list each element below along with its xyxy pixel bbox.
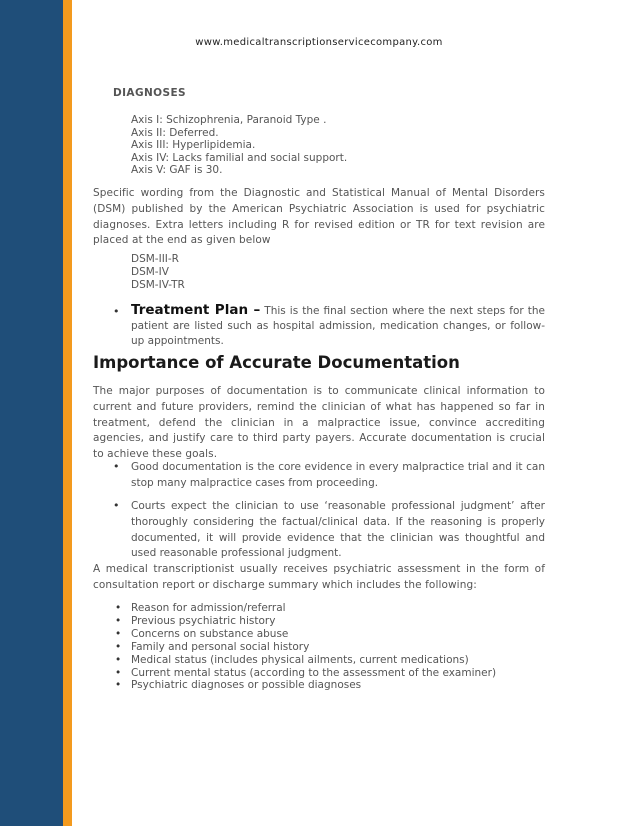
list-item-text: Psychiatric diagnoses or possible diagnoses [131,679,362,692]
header-url[interactable]: www.medicaltranscriptionservicecompany.com [195,37,443,48]
list-item [115,641,496,654]
axis-item: Axis I: Schizophrenia, Paranoid Type . [131,114,327,126]
bullet-icon: • [115,614,122,627]
treatment-plan-item [131,303,545,349]
bullet-icon: • [115,653,122,666]
axis-list [131,114,347,177]
list-item [115,679,496,692]
importance-heading: Importance of Accurate Documentation [93,353,460,372]
list-item-text: Concerns on substance abuse [131,627,289,640]
dsm-edition: DSM-IV [131,265,169,278]
assessment-item-list [115,602,496,692]
treatment-plan-label: Treatment Plan – [131,302,261,318]
left-orange-stripe [63,0,72,826]
dsm-edition-list [131,253,185,291]
axis-item: Axis II: Deferred. [131,126,219,139]
list-item [115,654,496,667]
bullet-icon: • [115,640,122,653]
list-item-text: Family and personal social history [131,640,310,653]
bullet-icon: • [113,305,120,318]
dsm-edition: DSM-IV-TR [131,278,185,291]
list-item [115,602,496,615]
axis-item: Axis V: GAF is 30. [131,164,223,177]
list-item-text: Current mental status (according to the assessment of the examiner) [131,666,497,679]
treatment-plan-text: This is the final section where the next steps for the patient are listed such as hospital admission, medication changes, or follow-up appointments. [131,305,545,347]
bullet-icon: • [115,679,122,692]
bullet-icon: • [115,602,122,614]
list-item [115,615,496,628]
bullet-icon: • [113,499,120,512]
list-item-text: Reason for admission/referral [131,602,286,614]
importance-bullet: Courts expect the clinician to use ‘reasonable professional judgment’ after thoroughly considering the factual/clinical data. If the reasoning is properly documented, it will provide evidence that the clinician was thoughtful and used reasonable professional judgment. [131,500,545,560]
list-item [115,667,496,680]
assessment-paragraph: A medical transcriptionist usually receives psychiatric assessment in the form of consultation report or discharge summary which includes the following: [93,563,545,591]
list-item [115,628,496,641]
importance-bullet: Good documentation is the core evidence in every malpractice trial and it can stop many malpractice cases from proceeding. [131,461,545,489]
bullet-icon: • [113,460,120,473]
importance-paragraph: The major purposes of documentation is to communicate clinical information to current and future providers, remind the clinician of what has happened so far in treatment, defend the clinician in a malpractice issue, convince accrediting agencies, and justify care to third party payers. Accurate documentation is crucial to achieve these goals. [93,385,545,461]
bullet-icon: • [115,627,122,640]
axis-item: Axis III: Hyperlipidemia. [131,139,256,152]
list-item-text: Previous psychiatric history [131,614,276,627]
diagnoses-heading: DIAGNOSES [113,87,186,99]
dsm-paragraph: Specific wording from the Diagnostic and Statistical Manual of Mental Disorders (DSM) published by the American Psychiatric Association is used for psychiatric diagnoses. Extra letters including R for revised edition or TR for text revision are placed at the end as given below [93,187,545,247]
dsm-edition: DSM-III-R [131,253,179,265]
bullet-icon: • [115,666,122,679]
left-blue-bar [0,0,63,826]
list-item-text: Medical status (includes physical ailments, current medications) [131,653,469,666]
axis-item: Axis IV: Lacks familial and social support. [131,151,348,164]
